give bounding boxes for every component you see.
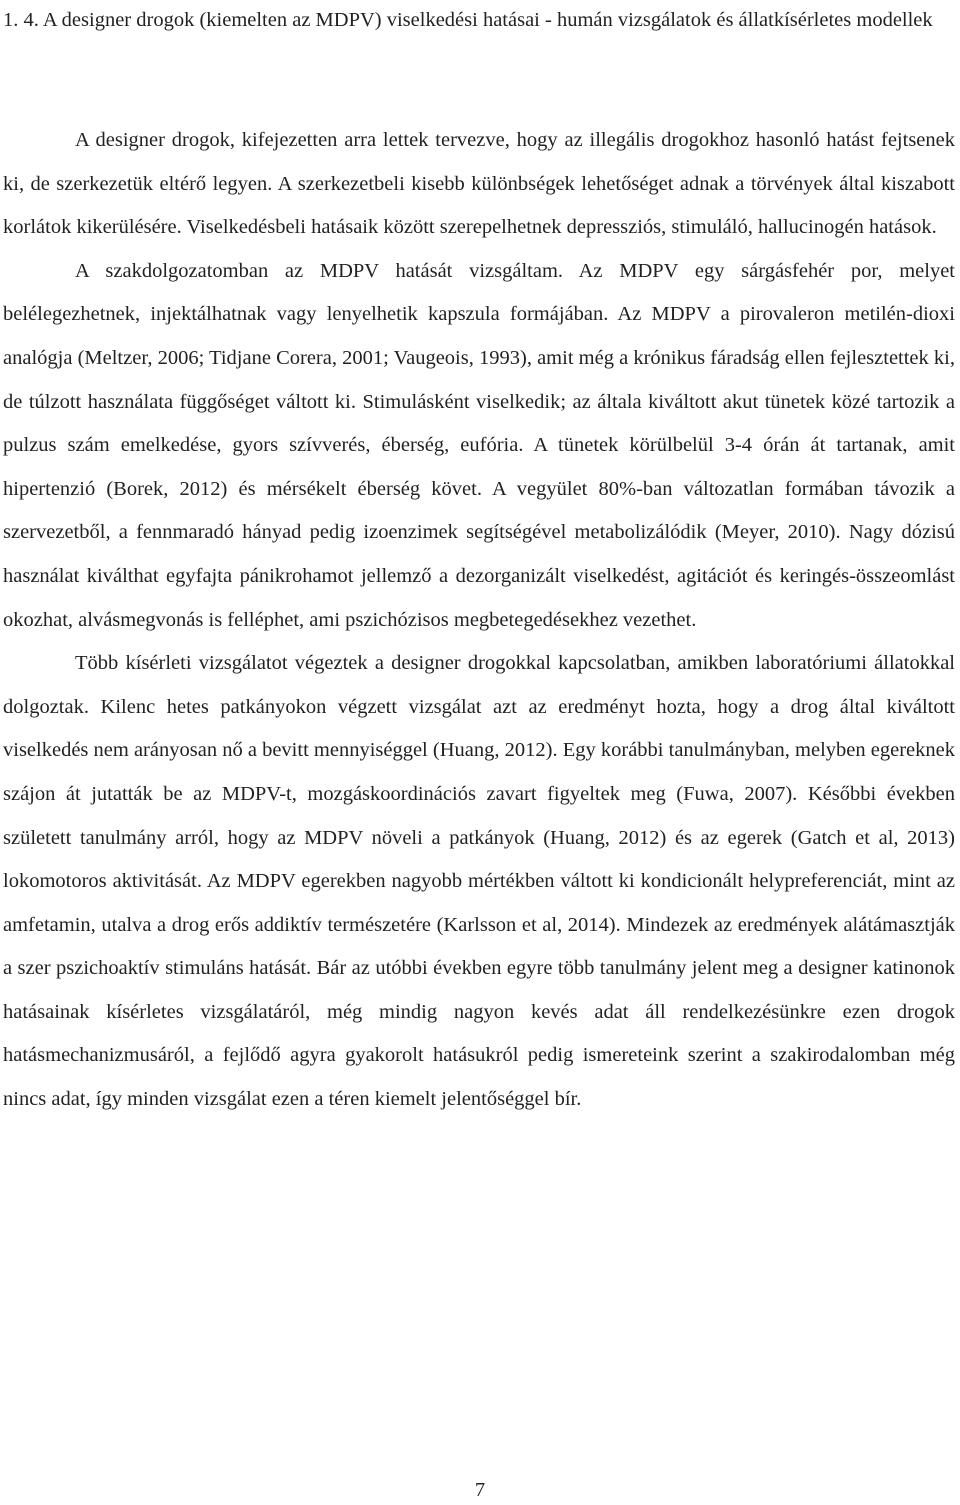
paragraph-experiments: Több kísérleti vizsgálatot végeztek a designer drogokkal kapcsolatban, amikben laboratóriumi állatokkal dolgoztak. Kilenc hetes patkányokon végzett vizsgálat azt az eredményt hozta, hogy a drog által kiváltott viselkedés nem arányosan nő a bevitt mennyiséggel (Huang, 2012). Egy korábbi tanulmányban, melyben egereknek szájon át jutatták be az MDPV-t, mozgáskoordinációs zavart figyeltek meg (Fuwa, 2007). Későbbi években született tanulmány arról, hogy az MDPV növeli a patkányok (Huang, 2012) és az egerek (Gatch et al, 2013) lokomotoros aktivitását. Az MDPV egerekben nagyobb mértékben váltott ki kondicionált helypreferenciát, mint az amfetamin, utalva a drog erős addiktív természetére (Karlsson et al, 2014). Mindezek az eredmények alátámasztják a szer pszichoaktív stimuláns hatását. Bár az utóbbi években egyre több tanulmány jelent meg a designer katinonok hatásainak kísérletes vizsgálatáról, még mindig nagyon kevés adat áll rendelkezésünkre ezen drogok hatásmechanizmusáról, a fejlődő agyra gyakorolt hatásukról pedig ismereteink szerint a szakirodalomban még nincs adat, így minden vizsgálat ezen a téren kiemelt jelentőséggel bír.	[3, 652, 955, 1111]
section-heading: 1. 4. A designer drogok (kiemelten az MDPV) viselkedési hatásai - humán vizsgálatok és állatkísérletes modellek	[3, 9, 933, 31]
body-text	[3, 119, 955, 1122]
paragraph-mdpv: A szakdolgozatomban az MDPV hatását vizsgáltam. Az MDPV egy sárgásfehér por, melyet belélegezhetnek, injektálhatnak vagy lenyelhetik kapszula formájában. Az MDPV a pirovaleron metilén-dioxi analógja (Meltzer, 2006; Tidjane Corera, 2001; Vaugeois, 1993), amit még a krónikus fáradság ellen fejlesztettek ki, de túlzott használata függőséget váltott ki. Stimulásként viselkedik; az általa kiváltott akut tünetek közé tartozik a pulzus szám emelkedése, gyors szívverés, éberség, eufória. A tünetek körülbelül 3-4 órán át tartanak, amit hipertenzió (Borek, 2012) és mérsékelt éberség követ. A vegyület 80%-ban változatlan formában távozik a szervezetből, a fennmaradó hányad pedig izoenzimek segítségével metabolizálódik (Meyer, 2010). Nagy dózisú használat kiválthat egyfajta pánikrohamot jellemző a dezorganizált viselkedést, agitációt és keringés-összeomlást okozhat, alvásmegvonás is felléphet, ami pszichózisos megbetegedésekhez vezethet.	[3, 259, 955, 631]
paragraph-intro: A designer drogok, kifejezetten arra lettek tervezve, hogy az illegális drogokhoz hasonló hatást fejtsenek ki, de szerkezetük eltérő legyen. A szerkezetbeli kisebb különbségek lehetőséget adnak a törvények által kiszabott korlátok kikerülésére. Viselkedésbeli hatásaik között szerepelhetnek depressziós, stimuláló, hallucinogén hatások.	[3, 129, 955, 239]
page-number: 7	[474, 1479, 486, 1501]
